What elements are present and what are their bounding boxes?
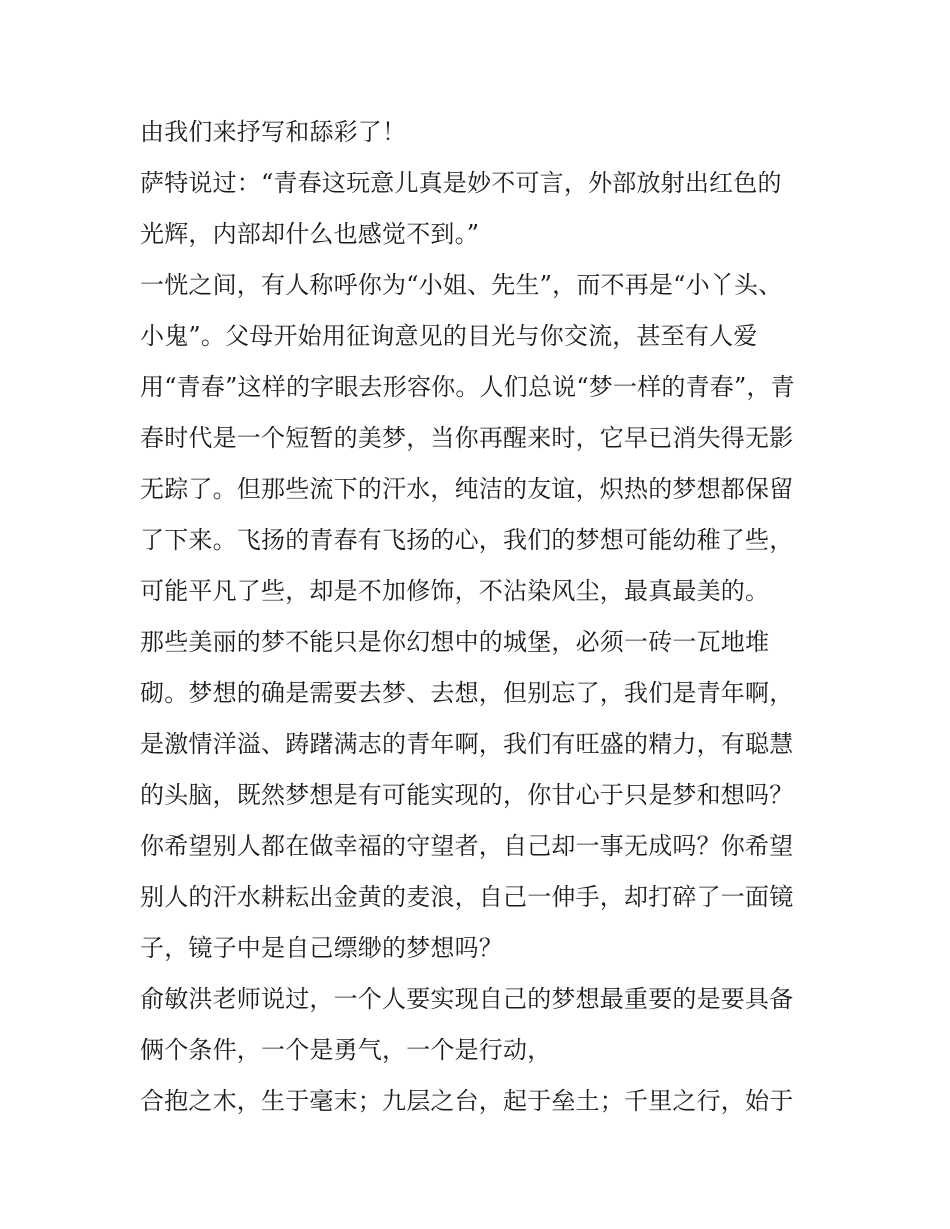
text-line-12: 砌。梦想的确是需要去梦、去想，但别忘了，我们是青年啊， xyxy=(140,679,794,707)
text-line-4: 一恍之间，有人称呼你为“小姐、先生”，而不再是“小丫头、 xyxy=(140,271,783,299)
text-line-9: 了下来。飞扬的青春有飞扬的心，我们的梦想可能幼稚了些， xyxy=(140,526,794,554)
text-line-19: 俩个条件，一个是勇气，一个是行动， xyxy=(140,1036,552,1064)
document-body xyxy=(140,107,820,1127)
text-line-3: 光辉，内部却什么也感觉不到。” xyxy=(140,220,480,248)
text-line-2: 萨特说过：“青春这玩意儿真是妙不可言，外部放射出红色的 xyxy=(140,169,782,197)
text-line-6: 用“青春”这样的字眼去形容你。人们总说“梦一样的青春”，青 xyxy=(140,373,795,401)
text-line-13: 是激情洋溢、踌躇满志的青年啊，我们有旺盛的精力，有聪慧 xyxy=(140,730,794,758)
text-line-10: 可能平凡了些，却是不加修饰，不沾染风尘，最真最美的。 xyxy=(140,577,770,605)
text-line-15: 你希望别人都在做幸福的守望者，自己却一事无成吗？你希望 xyxy=(140,832,794,860)
text-line-18: 俞敏洪老师说过，一个人要实现自己的梦想最重要的是要具备 xyxy=(140,985,794,1013)
text-line-7: 春时代是一个短暂的美梦，当你再醒来时，它早已消失得无影 xyxy=(140,424,794,452)
text-line-17: 子，镜子中是自己缥缈的梦想吗？ xyxy=(140,934,503,962)
text-line-14: 的头脑，既然梦想是有可能实现的，你甘心于只是梦和想吗？ xyxy=(140,781,794,809)
text-line-16: 别人的汗水耕耘出金黄的麦浪，自己一伸手，却打碎了一面镜 xyxy=(140,883,794,911)
text-line-8: 无踪了。但那些流下的汗水，纯洁的友谊，炽热的梦想都保留 xyxy=(140,475,794,503)
text-line-11: 那些美丽的梦不能只是你幻想中的城堡，必须一砖一瓦地堆 xyxy=(140,628,770,656)
text-line-20: 合抱之木，生于毫末；九层之台，起于垒土；千里之行，始于 xyxy=(140,1087,794,1115)
text-line-5: 小鬼”。父母开始用征询意见的目光与你交流，甚至有人爱 xyxy=(140,322,758,350)
text-line-1: 由我们来抒写和舔彩了！ xyxy=(140,118,407,146)
